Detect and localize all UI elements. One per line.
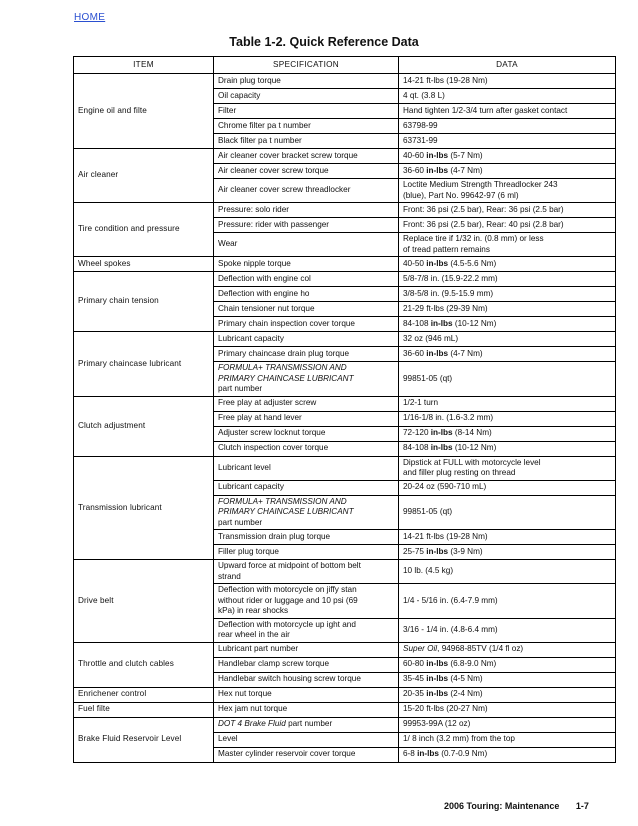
- specification-cell: [214, 233, 399, 257]
- cell-text: (10-12 Nm): [452, 443, 497, 453]
- cell-text: (3-9 Nm): [448, 546, 483, 556]
- cell-text: 21-29 ft-lbs (29-39 Nm): [403, 303, 488, 313]
- cell-text: Level: [218, 734, 238, 744]
- cell-text: Wear: [218, 239, 238, 249]
- specification-cell: [214, 396, 399, 411]
- data-cell: [399, 702, 616, 717]
- data-cell: [399, 672, 616, 687]
- cell-text: (4-5 Nm): [448, 674, 483, 684]
- cell-text: (0.7-0.9 Nm): [438, 749, 488, 759]
- cell-text: 32 oz (946 mL): [403, 333, 459, 343]
- item-cell: Primary chaincase lubricant: [74, 332, 214, 397]
- specification-cell: [214, 480, 399, 495]
- cell-text: 36-60: [403, 165, 427, 175]
- cell-text: Upward force at midpoint of bottom belt: [218, 561, 361, 570]
- cell-text: Transmission drain plug torque: [218, 531, 331, 541]
- item-cell: Wheel spokes: [74, 257, 214, 272]
- data-cell: [399, 687, 616, 702]
- cell-text: Deflection with motorcycle up ight and: [218, 619, 356, 629]
- data-cell: [399, 347, 616, 362]
- cell-text: in-lbs: [430, 318, 453, 328]
- table-row: [74, 687, 616, 702]
- cell-text: Handlebar switch housing screw torque: [218, 674, 361, 684]
- cell-text: PRIMARY CHAINCASE LUBRICANT: [218, 373, 354, 383]
- cell-text: Master cylinder reservoir cover torque: [218, 749, 356, 759]
- cell-text: (blue), Part No. 99642-97 (6 ml): [403, 190, 519, 200]
- data-cell: [399, 480, 616, 495]
- cell-text: 1/ 8 inch (3.2 mm) from the top: [403, 734, 515, 744]
- cell-text: without rider or luggage and 10 psi (69: [218, 595, 358, 605]
- data-cell: [399, 218, 616, 233]
- cell-text: DOT 4 Brake Fluid: [218, 719, 286, 729]
- header-item: ITEM: [74, 57, 214, 74]
- cell-text: Black filter pa t number: [218, 135, 302, 145]
- cell-text: 72-120: [403, 428, 431, 438]
- data-cell: [399, 411, 616, 426]
- cell-text: Spoke nipple torque: [218, 258, 291, 268]
- item-cell: Engine oil and filte: [74, 74, 214, 149]
- cell-text: in-lbs: [426, 150, 449, 160]
- cell-text: Primary chain inspection cover torque: [218, 318, 355, 328]
- specification-cell: [214, 495, 399, 530]
- item-cell: Throttle and clutch cables: [74, 642, 214, 687]
- cell-text: 25-75: [403, 546, 427, 556]
- cell-text: in-lbs: [426, 258, 449, 268]
- specification-cell: [214, 560, 399, 584]
- data-cell: [399, 618, 616, 642]
- cell-text: Hand tighten 1/2-3/4 turn after gasket contact: [403, 105, 568, 115]
- specification-cell: [214, 302, 399, 317]
- data-cell: [399, 545, 616, 560]
- cell-text: 40-60: [403, 150, 427, 160]
- specification-cell: [214, 287, 399, 302]
- specification-cell: [214, 203, 399, 218]
- specification-cell: [214, 134, 399, 149]
- cell-text: 84-108: [403, 443, 431, 453]
- cell-text: PRIMARY CHAINCASE LUBRICANT: [218, 507, 354, 516]
- cell-text: Super Oil: [403, 644, 438, 654]
- data-cell: [399, 149, 616, 164]
- footer-title: 2006 Touring: Maintenance: [444, 801, 560, 811]
- specification-cell: [214, 717, 399, 732]
- cell-text: in-lbs: [426, 348, 449, 358]
- data-cell: [399, 362, 616, 397]
- specification-cell: [214, 441, 399, 456]
- cell-text: rear wheel in the air: [218, 630, 290, 639]
- data-cell: [399, 396, 616, 411]
- specification-cell: [214, 642, 399, 657]
- cell-text: , 94968-85TV (1/4 fl oz): [437, 644, 524, 654]
- table-row: [74, 560, 616, 584]
- quick-reference-table: [73, 56, 616, 763]
- header-data: DATA: [399, 57, 616, 74]
- cell-text: (4.5-5.6 Nm): [448, 258, 497, 268]
- data-cell: [399, 257, 616, 272]
- data-cell: [399, 302, 616, 317]
- specification-cell: [214, 74, 399, 89]
- table-row: [74, 203, 616, 218]
- specification-cell: [214, 687, 399, 702]
- cell-text: Adjuster screw locknut torque: [218, 428, 326, 438]
- cell-text: Dipstick at FULL with motorcycle level: [403, 457, 541, 467]
- data-cell: [399, 642, 616, 657]
- data-cell: [399, 560, 616, 584]
- table-title: Table 1-2. Quick Reference Data: [229, 35, 419, 49]
- specification-cell: [214, 411, 399, 426]
- cell-text: in-lbs: [426, 689, 449, 699]
- header-specification: SPECIFICATION: [214, 57, 399, 74]
- cell-text: in-lbs: [430, 428, 453, 438]
- cell-text: 36-60: [403, 348, 427, 358]
- data-cell: [399, 584, 616, 619]
- cell-text: Primary chaincase drain plug torque: [218, 348, 350, 358]
- cell-text: of tread pattern remains: [403, 244, 490, 254]
- cell-text: Free play at adjuster screw: [218, 398, 317, 408]
- cell-text: (4-7 Nm): [448, 348, 483, 358]
- specification-cell: [214, 530, 399, 545]
- data-cell: [399, 657, 616, 672]
- specification-cell: [214, 89, 399, 104]
- cell-text: Drain plug torque: [218, 75, 281, 85]
- cell-text: 3/8-5/8 in. (9.5-15.9 mm): [403, 288, 494, 298]
- item-cell: Enrichener control: [74, 687, 214, 702]
- cell-text: strand: [218, 571, 241, 581]
- cell-text: Air cleaner cover screw threadlocker: [218, 185, 351, 195]
- data-cell: [399, 272, 616, 287]
- specification-cell: [214, 119, 399, 134]
- data-cell: [399, 456, 616, 480]
- table-row: [74, 717, 616, 732]
- cell-text: Deflection with engine ho: [218, 288, 310, 298]
- cell-text: 4 qt. (3.8 L): [403, 90, 445, 100]
- table-row: [74, 257, 616, 272]
- data-cell: [399, 495, 616, 530]
- data-cell: [399, 74, 616, 89]
- cell-text: Replace tire if 1/32 in. (0.8 mm) or less: [403, 234, 544, 243]
- specification-cell: [214, 732, 399, 747]
- cell-text: in-lbs: [430, 443, 453, 453]
- cell-text: 5/8-7/8 in. (15.9-22.2 mm): [403, 273, 498, 283]
- cell-text: Chain tensioner nut torque: [218, 303, 315, 313]
- page-number: 1-7: [575, 801, 589, 811]
- data-cell: [399, 89, 616, 104]
- item-cell: Fuel filte: [74, 702, 214, 717]
- cell-text: 60-80: [403, 659, 427, 669]
- cell-text: 1/2-1 turn: [403, 398, 439, 408]
- specification-cell: [214, 347, 399, 362]
- specification-cell: [214, 164, 399, 179]
- data-cell: [399, 732, 616, 747]
- specification-cell: [214, 747, 399, 762]
- header-row: [74, 57, 616, 74]
- cell-text: 84-108: [403, 318, 431, 328]
- cell-text: in-lbs: [426, 165, 449, 175]
- cell-text: 1/16-1/8 in. (1.6-3.2 mm): [403, 413, 494, 423]
- specification-cell: [214, 218, 399, 233]
- cell-text: 20-24 oz (590-710 mL): [403, 482, 487, 492]
- item-cell: Transmission lubricant: [74, 456, 214, 560]
- cell-text: and filler plug resting on thread: [403, 468, 516, 477]
- cell-text: (6.8-9.0 Nm): [448, 659, 497, 669]
- cell-text: Pressure: solo rider: [218, 204, 289, 214]
- data-cell: [399, 426, 616, 441]
- data-cell: [399, 287, 616, 302]
- data-cell: [399, 717, 616, 732]
- specification-cell: [214, 657, 399, 672]
- specification-cell: [214, 618, 399, 642]
- specification-cell: [214, 317, 399, 332]
- home-link[interactable]: HOME: [74, 12, 106, 23]
- cell-text: Filter: [218, 105, 237, 115]
- cell-text: Lubricant capacity: [218, 482, 284, 492]
- cell-text: (5-7 Nm): [448, 150, 483, 160]
- cell-text: part number: [218, 384, 263, 393]
- cell-text: FORMULA+ TRANSMISSION AND: [218, 496, 347, 506]
- cell-text: (8-14 Nm): [452, 428, 492, 438]
- cell-text: 1/4 - 5/16 in. (6.4-7.9 mm): [403, 595, 498, 605]
- table-body: [74, 74, 616, 763]
- cell-text: 99953-99A (12 oz): [403, 719, 471, 729]
- data-cell: [399, 332, 616, 347]
- cell-text: in-lbs: [426, 546, 449, 556]
- cell-text: Lubricant capacity: [218, 333, 284, 343]
- table-row: [74, 396, 616, 411]
- table-row: [74, 456, 616, 480]
- cell-text: (10-12 Nm): [452, 318, 497, 328]
- data-cell: [399, 134, 616, 149]
- table-row: [74, 74, 616, 89]
- cell-text: 6-8: [403, 749, 418, 759]
- data-cell: [399, 530, 616, 545]
- item-cell: Drive belt: [74, 560, 214, 643]
- data-cell: [399, 104, 616, 119]
- specification-cell: [214, 257, 399, 272]
- item-cell: Air cleaner: [74, 149, 214, 203]
- table-row: [74, 332, 616, 347]
- data-cell: [399, 119, 616, 134]
- cell-text: Oil capacity: [218, 90, 261, 100]
- cell-text: Front: 36 psi (2.5 bar), Rear: 40 psi (2.8 bar): [403, 219, 564, 229]
- data-cell: [399, 747, 616, 762]
- data-cell: [399, 164, 616, 179]
- cell-text: 15-20 ft-lbs (20-27 Nm): [403, 704, 488, 714]
- cell-text: 63731-99: [403, 135, 438, 145]
- specification-cell: [214, 456, 399, 480]
- cell-text: 35-45: [403, 674, 427, 684]
- cell-text: Air cleaner cover bracket screw torque: [218, 150, 358, 160]
- item-cell: Clutch adjustment: [74, 396, 214, 456]
- cell-text: 99851-05 (qt): [403, 373, 453, 383]
- cell-text: 10 lb. (4.5 kg): [403, 566, 454, 576]
- specification-cell: [214, 332, 399, 347]
- cell-text: part number: [218, 517, 263, 527]
- specification-cell: [214, 545, 399, 560]
- cell-text: Clutch inspection cover torque: [218, 443, 329, 453]
- item-cell: Primary chain tension: [74, 272, 214, 332]
- cell-text: Filler plug torque: [218, 546, 279, 556]
- specification-cell: [214, 584, 399, 619]
- cell-text: kPa) in rear shocks: [218, 606, 289, 615]
- data-cell: [399, 233, 616, 257]
- cell-text: (4-7 Nm): [448, 165, 483, 175]
- data-cell: [399, 203, 616, 218]
- specification-cell: [214, 179, 399, 203]
- cell-text: part number: [285, 719, 333, 729]
- specification-cell: [214, 672, 399, 687]
- cell-text: Free play at hand lever: [218, 413, 302, 423]
- cell-text: Deflection with motorcycle on jiffy stan: [218, 585, 357, 594]
- cell-text: 99851-05 (qt): [403, 507, 453, 516]
- cell-text: 20-35: [403, 689, 427, 699]
- specification-cell: [214, 272, 399, 287]
- cell-text: in-lbs: [426, 674, 449, 684]
- cell-text: Lubricant level: [218, 462, 271, 472]
- cell-text: Pressure: rider with passenger: [218, 219, 330, 229]
- table-row: [74, 272, 616, 287]
- cell-text: Handlebar clamp screw torque: [218, 659, 330, 669]
- data-cell: [399, 441, 616, 456]
- data-cell: [399, 317, 616, 332]
- cell-text: Lubricant part number: [218, 644, 299, 654]
- cell-text: 14-21 ft-lbs (19-28 Nm): [403, 75, 488, 85]
- cell-text: Air cleaner cover screw torque: [218, 165, 329, 175]
- cell-text: Deflection with engine col: [218, 273, 311, 283]
- specification-cell: [214, 104, 399, 119]
- cell-text: in-lbs: [426, 659, 449, 669]
- specification-cell: [214, 149, 399, 164]
- cell-text: Front: 36 psi (2.5 bar), Rear: 36 psi (2.5 bar): [403, 204, 564, 214]
- specification-cell: [214, 426, 399, 441]
- data-cell: [399, 179, 616, 203]
- cell-text: 14-21 ft-lbs (19-28 Nm): [403, 531, 488, 541]
- table-row: [74, 149, 616, 164]
- table-row: [74, 702, 616, 717]
- cell-text: in-lbs: [417, 749, 439, 759]
- cell-text: 63798-99: [403, 120, 438, 130]
- cell-text: 40-50: [403, 258, 427, 268]
- cell-text: (2-4 Nm): [448, 689, 483, 699]
- specification-cell: [214, 702, 399, 717]
- table-row: [74, 642, 616, 657]
- specification-cell: [214, 362, 399, 397]
- cell-text: 3/16 - 1/4 in. (4.8-6.4 mm): [403, 624, 498, 634]
- item-cell: Brake Fluid Reservoir Level: [74, 717, 214, 762]
- item-cell: Tire condition and pressure: [74, 203, 214, 257]
- cell-text: FORMULA+ TRANSMISSION AND: [218, 363, 347, 372]
- cell-text: Chrome filter pa t number: [218, 120, 311, 130]
- cell-text: Loctite Medium Strength Threadlocker 243: [403, 180, 558, 189]
- cell-text: Hex nut torque: [218, 689, 272, 699]
- page-footer: [444, 801, 589, 811]
- cell-text: Hex jam nut torque: [218, 704, 288, 714]
